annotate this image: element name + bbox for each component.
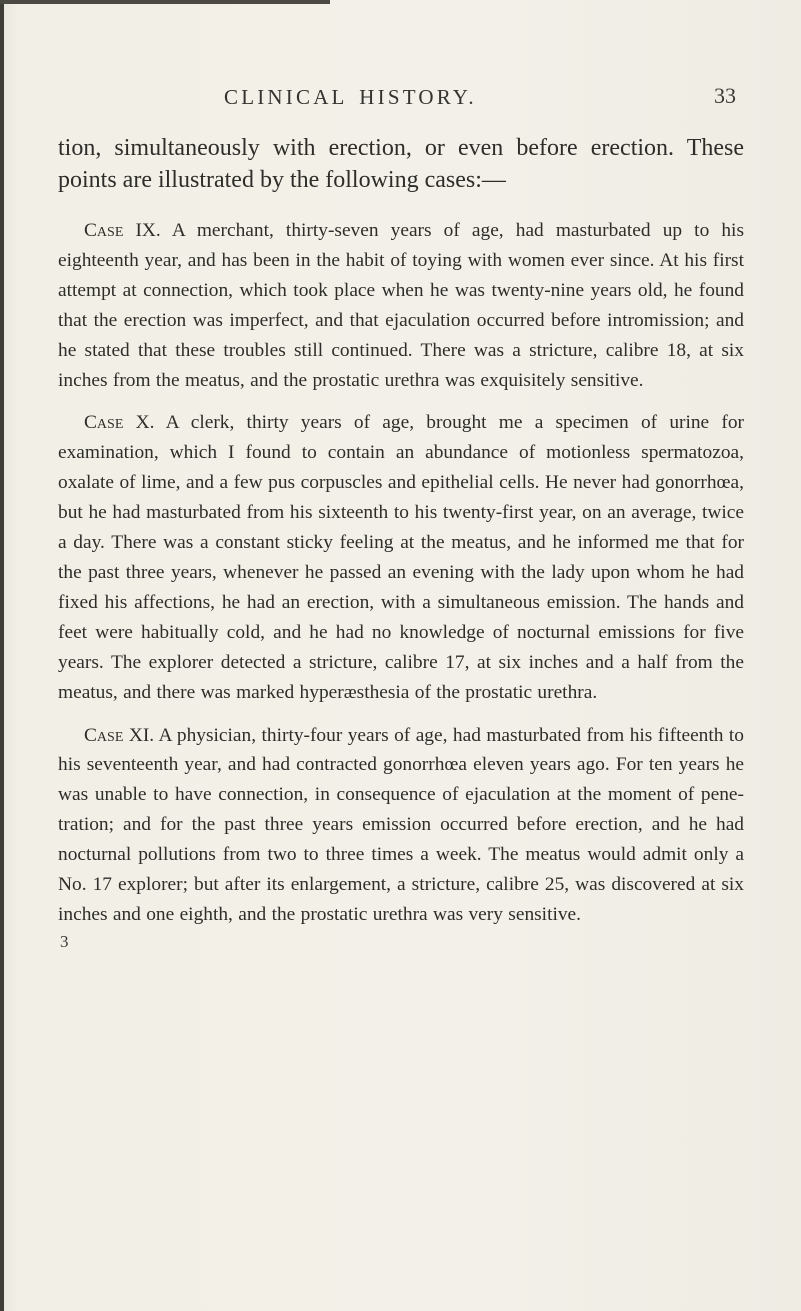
page-top-shadow [0,0,330,4]
case-x-text: A clerk, thirty years of age, brought me a specimen of urine for examination, which I found to contain an abundance of motionless spermatozoa, oxalate of lime, and a few pus corpuscles and epithelial cells. He never had gonorrhœa, but he had masturbated from his sixteenth to his twenty-first year, on an average, twice a day. There was a constant sticky feeling at the meatus, and he informed me that for the past three years, whenever he passed an evening with the lady upon whom he had fixed his affections, he had an erection, with a simultaneous emission. The hands and feet were habitually cold, and he had no knowledge of nocturnal emissions for five years. The explorer detected a stricture, calibre 17, at six inches and a half from the meatus, and there was marked hyperæsthesia of the prostatic urethra. [58,412,744,703]
case-xi-text: A physician, thirty-four years of age, had masturbated from his fifteenth to his seventeenth year, and had contracted gonorrhœa eleven years ago. For ten years he was unable to have connection, in consequence of ejaculation at the moment of penetration; and for the past three years emission occurred before erection, and he had nocturnal pollutions from two to three times a week. The meatus would admit only a No. 17 explorer; but after its enlargement, a stricture, calibre 25, was discovered at six inches and one eighth, and the prostatic urethra was very sensitive. [58,724,744,925]
signature-mark: 3 [60,932,69,951]
case-x-paragraph [58,408,744,707]
page-binding-shadow [0,0,4,1311]
lead-paragraph: tion, simultaneously with erection, or even before erection. These points are illustrated by the following cases:— [58,135,744,193]
page-number: 33 [714,83,736,108]
case-x-label: Case X. [84,412,155,434]
case-ix-text: A merchant, thirty-seven years of age, had masturbated up to his eighteenth year, and has been in the habit of toying with women ever since. At his first attempt at connection, which took place when he was twenty-nine years old, he found that the erection was imperfect, and that ejaculation occurred before intromission; and he stated that these troubles still continued. There was a stricture, calibre 18, at six inches from the meatus, and the prostatic urethra was exquisitely sensitive. [58,220,744,391]
running-head-title: CLINICAL HISTORY. [224,85,477,109]
body-text [58,133,744,930]
case-ix-paragraph [58,216,744,395]
case-xi-label: Case XI. [84,724,155,746]
running-head [0,83,801,113]
case-ix-label: Case IX. [84,220,161,241]
case-xi-paragraph [58,721,744,930]
